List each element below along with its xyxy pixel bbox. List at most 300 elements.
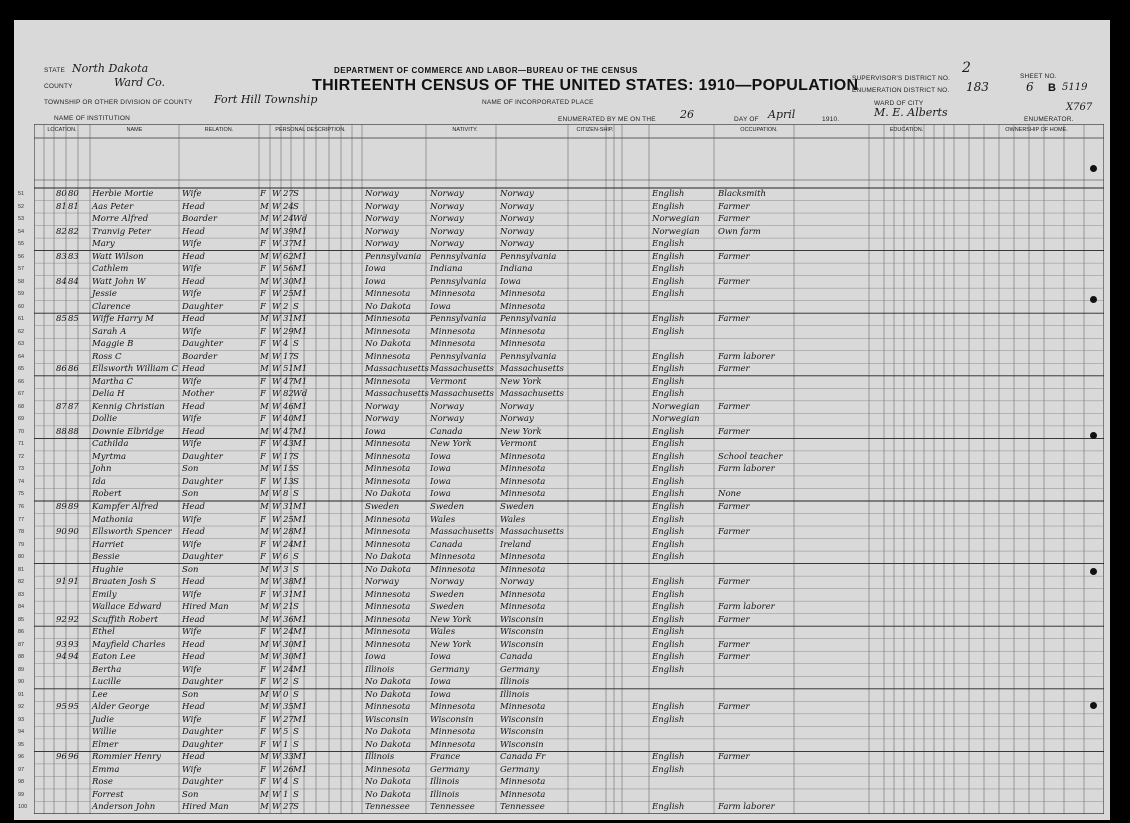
cell-occupation: Farmer (718, 364, 750, 375)
cell-age: 28 (283, 527, 294, 538)
cell-sex: F (260, 727, 266, 738)
cell-father: Massachusetts (430, 364, 494, 375)
cell-birthplace: Minnesota (365, 527, 411, 538)
cell-race: W (272, 577, 281, 588)
cell-marital: S (293, 451, 299, 462)
cell-name: Willie (92, 727, 117, 738)
row-number: 70 (18, 428, 25, 435)
cell-relation: Head (182, 201, 205, 212)
cell-language: English (652, 189, 685, 199)
cell-language: English (652, 426, 685, 437)
cell-mother: Wisconsin (500, 627, 544, 638)
cell-race: W (272, 689, 281, 700)
cell-sex: M (260, 489, 269, 500)
cell-dwelling: 92 (56, 614, 67, 625)
cell-father: Pennsylvania (430, 276, 487, 287)
cell-age: 0 (283, 689, 289, 700)
cell-marital: M1 (293, 652, 308, 663)
cell-name: Tranvig Peter (92, 226, 151, 237)
cell-marital: S (293, 789, 299, 800)
cell-dwelling: 86 (56, 364, 67, 375)
cell-sex: M (260, 527, 269, 538)
cell-language: English (652, 639, 685, 650)
cell-mother: Minnesota (500, 602, 546, 613)
cell-sex: M (260, 577, 269, 588)
cell-father: Sweden (430, 602, 465, 613)
cell-marital: M1 (293, 364, 308, 375)
cell-marital: S (293, 552, 299, 563)
cell-relation: Son (182, 789, 199, 800)
cell-sex: F (260, 264, 266, 275)
cell-sex: F (260, 514, 266, 525)
cell-birthplace: Minnesota (365, 476, 411, 487)
cell-father: Wisconsin (430, 714, 474, 725)
cell-race: W (272, 764, 281, 775)
row-number: 96 (18, 754, 25, 761)
cell-mother: Minnesota (500, 489, 546, 500)
cell-family: 84 (68, 276, 79, 287)
cell-occupation: Farmer (718, 214, 750, 225)
cell-relation: Head (182, 226, 205, 237)
cell-father: Massachusetts (430, 527, 494, 538)
cell-relation: Wife (182, 239, 202, 250)
cell-father: Norway (430, 401, 464, 412)
cell-age: 24 (283, 627, 294, 638)
cell-language: English (652, 764, 685, 775)
cell-father: Iowa (430, 464, 451, 475)
cell-father: Norway (430, 239, 464, 250)
cell-race: W (272, 401, 281, 412)
cell-birthplace: No Dakota (365, 777, 411, 788)
cell-relation: Boarder (182, 351, 218, 362)
cell-mother: Massachusetts (500, 364, 564, 375)
cell-name: Braaten Josh S (92, 577, 156, 588)
cell-sex: M (260, 752, 269, 763)
cell-marital: M1 (293, 514, 308, 525)
row-number: 88 (18, 654, 25, 661)
cell-family: 95 (68, 702, 79, 713)
cell-race: W (272, 514, 281, 525)
cell-race: W (272, 314, 281, 325)
cell-language: English (652, 502, 685, 512)
cell-relation: Wife (182, 627, 202, 638)
state-label: STATE (44, 67, 65, 74)
cell-occupation: Farm laborer (718, 464, 775, 475)
row-number: 63 (18, 341, 25, 348)
cell-family: 91 (68, 577, 79, 588)
cell-mother: Germany (500, 764, 540, 775)
cell-occupation: Blacksmith (718, 189, 766, 199)
cell-name: Jessie (92, 289, 117, 300)
cell-father: France (430, 752, 461, 763)
cell-dwelling: 81 (56, 201, 67, 212)
column-heading: OCCUPATION. (740, 127, 778, 133)
cell-age: 29 (283, 326, 294, 337)
township-value: Fort Hill Township (214, 93, 318, 106)
cell-age: 47 (283, 376, 294, 387)
cell-birthplace: Minnesota (365, 439, 411, 450)
cell-name: Bessie (92, 552, 120, 563)
column-heading: PERSONAL DESCRIPTION. (275, 127, 346, 133)
cell-dwelling: 95 (56, 702, 67, 713)
cell-race: W (272, 552, 281, 563)
cell-age: 43 (283, 439, 294, 450)
cell-marital: M1 (293, 627, 308, 638)
cell-sex: F (260, 289, 266, 300)
cell-relation: Head (182, 652, 205, 663)
row-number: 84 (18, 604, 25, 611)
cell-name: Elmer (92, 739, 119, 750)
cell-birthplace: No Dakota (365, 789, 411, 800)
row-number: 59 (18, 291, 25, 298)
cell-language: English (652, 201, 685, 212)
cell-father: Minnesota (430, 727, 476, 738)
cell-marital: S (293, 727, 299, 738)
cell-father: Iowa (430, 301, 451, 312)
column-heading: RELATION. (204, 127, 234, 133)
column-heading: NAME (126, 127, 143, 133)
cell-marital: S (293, 339, 299, 350)
state-value: North Dakota (72, 62, 149, 75)
cell-name: Ellsworth William C (92, 364, 178, 375)
cell-mother: Norway (500, 189, 534, 199)
cell-mother: Illinois (500, 677, 530, 688)
cell-family: 92 (68, 614, 79, 625)
cell-father: Minnesota (430, 289, 476, 300)
cell-marital: M1 (293, 664, 308, 675)
row-number: 54 (18, 228, 25, 235)
cell-race: W (272, 276, 281, 287)
cell-marital: S (293, 677, 299, 688)
row-number: 75 (18, 491, 25, 498)
cell-marital: S (293, 689, 299, 700)
cell-father: Iowa (430, 476, 451, 487)
census-sheet (14, 20, 1110, 820)
row-number: 72 (18, 453, 25, 460)
cell-relation: Head (182, 426, 205, 437)
cell-language: English (652, 602, 685, 613)
cell-name: Lucille (92, 677, 122, 688)
cell-name: Ross C (92, 351, 122, 362)
cell-language: English (652, 389, 685, 400)
cell-marital: M1 (293, 401, 308, 412)
cell-language: English (652, 314, 685, 325)
cell-age: 2 (283, 677, 289, 688)
cell-name: Wiffe Harry M (92, 314, 154, 325)
cell-marital: M1 (293, 714, 308, 725)
column-heading: OWNERSHIP OF HOME. (1005, 127, 1068, 133)
cell-age: 21 (283, 602, 294, 613)
cell-dwelling: 89 (56, 502, 67, 512)
punch-hole (1090, 296, 1097, 303)
cell-father: Iowa (430, 489, 451, 500)
cell-dwelling: 87 (56, 401, 67, 412)
cell-sex: M (260, 226, 269, 237)
cell-father: Sweden (430, 502, 465, 512)
row-number: 55 (18, 241, 25, 248)
cell-race: W (272, 802, 281, 813)
cell-language: English (652, 464, 685, 475)
row-number: 100 (18, 804, 28, 811)
cell-age: 27 (283, 802, 294, 813)
cell-mother: Wisconsin (500, 639, 544, 650)
cell-age: 47 (283, 426, 294, 437)
cell-family: 89 (68, 502, 79, 512)
cell-family: 87 (68, 401, 79, 412)
cell-marital: S (293, 189, 299, 199)
cell-marital: M1 (293, 264, 308, 275)
cell-language: English (652, 589, 685, 600)
cell-relation: Head (182, 614, 205, 625)
cell-race: W (272, 489, 281, 500)
cell-birthplace: Minnesota (365, 289, 411, 300)
cell-age: 27 (283, 189, 294, 199)
row-number: 78 (18, 529, 25, 536)
row-number: 98 (18, 779, 25, 786)
cell-language: English (652, 364, 685, 375)
cell-age: 33 (283, 752, 294, 763)
cell-age: 24 (283, 664, 294, 675)
cell-relation: Daughter (182, 451, 223, 462)
cell-father: Iowa (430, 689, 451, 700)
cell-relation: Head (182, 314, 205, 325)
cell-sex: F (260, 627, 266, 638)
cell-name: Watt John W (92, 276, 146, 287)
cell-father: Germany (430, 764, 470, 775)
cell-marital: Wd (293, 214, 308, 225)
cell-race: W (272, 451, 281, 462)
cell-name: Morre Alfred (92, 214, 149, 225)
cell-race: W (272, 652, 281, 663)
cell-age: 2 (283, 301, 289, 312)
cell-father: New York (430, 614, 472, 625)
row-number: 51 (18, 191, 25, 197)
cell-sex: F (260, 476, 266, 487)
cell-age: 17 (283, 351, 294, 362)
cell-father: Minnesota (430, 339, 476, 350)
row-number: 91 (18, 691, 25, 698)
cell-birthplace: Minnesota (365, 326, 411, 337)
cell-father: New York (430, 639, 472, 650)
cell-father: Norway (430, 226, 464, 237)
cell-birthplace: Massachusetts (365, 389, 429, 400)
cell-birthplace: No Dakota (365, 727, 411, 738)
cell-name: Delia H (92, 389, 125, 400)
cell-mother: Minnesota (500, 789, 546, 800)
cell-age: 30 (283, 652, 294, 663)
cell-language: English (652, 527, 685, 538)
cell-birthplace: Norway (365, 189, 399, 199)
cell-marital: S (293, 602, 299, 613)
row-number: 93 (18, 716, 25, 723)
cell-relation: Daughter (182, 476, 223, 487)
cell-birthplace: Pennsylvania (365, 251, 422, 262)
cell-marital: M1 (293, 226, 308, 237)
row-number: 65 (18, 366, 25, 373)
cell-language: English (652, 251, 685, 262)
cell-dwelling: 82 (56, 226, 67, 237)
cell-father: Tennessee (430, 802, 475, 813)
cell-birthplace: Minnesota (365, 764, 411, 775)
cell-name: Downie Elbridge (92, 426, 165, 437)
cell-race: W (272, 301, 281, 312)
cell-relation: Head (182, 276, 205, 287)
cell-relation: Son (182, 689, 199, 700)
cell-age: 25 (283, 514, 294, 525)
cell-language: Norwegian (652, 401, 700, 412)
cell-dwelling: 84 (56, 276, 67, 287)
cell-marital: M1 (293, 439, 308, 450)
cell-relation: Head (182, 251, 205, 262)
cell-age: 40 (283, 414, 294, 425)
cell-race: W (272, 426, 281, 437)
row-number: 74 (18, 478, 25, 485)
cell-father: Iowa (430, 451, 451, 462)
cell-birthplace: Wisconsin (365, 714, 409, 725)
cell-mother: New York (500, 426, 542, 437)
enumerated-month: April (768, 108, 796, 121)
cell-mother: Pennsylvania (500, 351, 557, 362)
cell-occupation: None (718, 489, 742, 500)
cell-race: W (272, 214, 281, 225)
cell-race: W (272, 639, 281, 650)
cell-relation: Daughter (182, 339, 223, 350)
supervisor-value: 2 (962, 60, 971, 76)
cell-name: Myrtma (92, 451, 127, 462)
cell-sex: M (260, 614, 269, 625)
cell-relation: Hired Man (182, 802, 229, 813)
cell-name: Maggie B (92, 339, 134, 350)
cell-name: Bertha (92, 664, 122, 675)
cell-occupation: Farmer (718, 577, 750, 588)
punch-hole (1090, 432, 1097, 439)
cell-relation: Wife (182, 189, 202, 199)
cell-dwelling: 90 (56, 527, 67, 538)
cell-father: Canada (430, 426, 463, 437)
cell-birthplace: Norway (365, 239, 399, 250)
cell-age: 36 (283, 614, 294, 625)
cell-sex: F (260, 301, 266, 312)
cell-mother: Indiana (500, 264, 533, 275)
cell-name: Kampfer Alfred (92, 502, 159, 512)
cell-mother: Norway (500, 226, 534, 237)
cell-father: Norway (430, 189, 464, 199)
cell-age: 35 (283, 702, 294, 713)
cell-relation: Wife (182, 714, 202, 725)
row-number: 60 (18, 303, 25, 310)
cell-race: W (272, 339, 281, 350)
cell-father: Indiana (430, 264, 463, 275)
cell-age: 1 (283, 739, 289, 750)
cell-marital: M1 (293, 527, 308, 538)
cell-father: Norway (430, 414, 464, 425)
cell-birthplace: Norway (365, 401, 399, 412)
cell-language: English (652, 552, 685, 563)
cell-marital: M1 (293, 577, 308, 588)
cell-language: English (652, 702, 685, 713)
cell-mother: Wisconsin (500, 614, 544, 625)
cell-sex: F (260, 239, 266, 250)
cell-language: Norwegian (652, 226, 700, 237)
cell-name: Harriet (92, 539, 124, 550)
cell-father: Illinois (430, 789, 460, 800)
cell-marital: S (293, 301, 299, 312)
cell-mother: Massachusetts (500, 389, 564, 400)
cell-mother: Massachusetts (500, 527, 564, 538)
cell-age: 17 (283, 451, 294, 462)
cell-mother: Iowa (500, 276, 521, 287)
sheet-letter: B (1048, 82, 1056, 94)
cell-marital: M1 (293, 276, 308, 287)
cell-name: Cathilda (92, 439, 129, 450)
cell-mother: Minnesota (500, 476, 546, 487)
cell-mother: Minnesota (500, 301, 546, 312)
cell-sex: M (260, 789, 269, 800)
cell-father: New York (430, 439, 472, 450)
cell-mother: Vermont (500, 439, 537, 450)
cell-marital: S (293, 489, 299, 500)
year: 1910. (822, 116, 840, 123)
cell-birthplace: Minnesota (365, 376, 411, 387)
cell-sex: M (260, 639, 269, 650)
cell-relation: Wife (182, 589, 202, 600)
cell-sex: F (260, 539, 266, 550)
cell-marital: S (293, 739, 299, 750)
cell-marital: S (293, 464, 299, 475)
cell-age: 24 (283, 539, 294, 550)
cell-mother: Wisconsin (500, 739, 544, 750)
cell-family: 90 (68, 527, 79, 538)
county-label: COUNTY (44, 83, 73, 90)
cell-birthplace: Minnesota (365, 451, 411, 462)
cell-occupation: Farmer (718, 639, 750, 650)
cell-race: W (272, 439, 281, 450)
cell-marital: M1 (293, 614, 308, 625)
cell-language: English (652, 664, 685, 675)
cell-age: 4 (283, 777, 289, 788)
cell-birthplace: Minnesota (365, 639, 411, 650)
cell-language: English (652, 239, 685, 250)
cell-marital: Wd (293, 389, 308, 400)
row-number: 77 (18, 516, 25, 523)
cell-race: W (272, 614, 281, 625)
cell-language: English (652, 489, 685, 500)
cell-dwelling: 88 (56, 426, 67, 437)
cell-mother: Pennsylvania (500, 251, 557, 262)
cell-sex: M (260, 401, 269, 412)
cell-occupation: Farmer (718, 614, 750, 625)
cell-sex: M (260, 502, 269, 512)
cell-marital: M1 (293, 539, 308, 550)
cell-race: W (272, 414, 281, 425)
cell-relation: Hired Man (182, 602, 229, 613)
cell-birthplace: No Dakota (365, 339, 411, 350)
cell-race: W (272, 702, 281, 713)
cell-father: Wales (430, 627, 456, 638)
cell-marital: S (293, 351, 299, 362)
cell-age: 27 (283, 714, 294, 725)
cell-marital: S (293, 201, 299, 212)
cell-language: Norwegian (652, 414, 700, 425)
sheet-label: SHEET NO. (1020, 73, 1057, 80)
cell-birthplace: Minnesota (365, 314, 411, 325)
cell-occupation: Farm laborer (718, 351, 775, 362)
row-number: 66 (18, 378, 25, 385)
cell-father: Norway (430, 214, 464, 225)
cell-mother: Ireland (500, 539, 532, 550)
cell-race: W (272, 251, 281, 262)
cell-relation: Wife (182, 289, 202, 300)
